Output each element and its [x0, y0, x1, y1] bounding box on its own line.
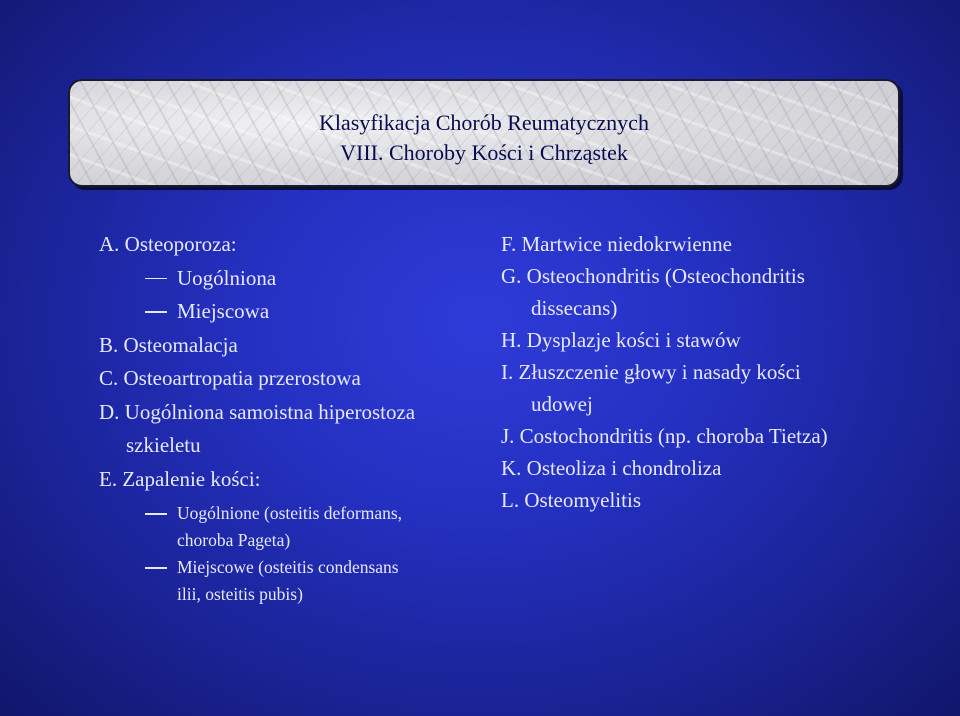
item-d-line-2: szkieletu — [126, 433, 201, 457]
title-line-2: VIII. Choroby Kości i Chrząstek — [340, 140, 628, 165]
item-e-sub-1-line-1: Uogólnione (osteitis deformans, — [177, 503, 403, 523]
item-a: A. Osteoporoza: — [99, 232, 237, 256]
title-line-1: Klasyfikacja Chorób Reumatycznych — [319, 110, 649, 135]
left-column — [99, 228, 479, 608]
item-b: B. Osteomalacja — [99, 332, 238, 357]
item-d — [99, 396, 479, 463]
item-h: H. Dysplazje kości i stawów — [501, 328, 741, 352]
item-c: C. Osteoartropatia przerostowa — [99, 366, 361, 390]
item-f: F. Martwice niedokrwienne — [501, 232, 732, 256]
item-g — [501, 260, 921, 324]
item-a-sub-2: Miejscowa — [99, 295, 479, 329]
item-l: L. Osteomyelitis — [501, 488, 641, 512]
item-e-sub-2-line-2: ilii, osteitis pubis) — [177, 584, 303, 604]
item-e-sub-2-line-1: Miejscowe (osteitis condensans — [177, 557, 399, 577]
item-e-sub-1 — [99, 500, 479, 554]
item-i — [501, 356, 921, 420]
item-j: J. Costochondritis (np. choroba Tietza) — [501, 424, 828, 448]
item-e-sub-1-line-2: choroba Pageta) — [177, 530, 291, 550]
right-column — [501, 228, 921, 516]
item-i-line-1: I. Złuszczenie głowy i nasady kości — [501, 360, 801, 384]
item-e: E. Zapalenie kości: — [99, 466, 261, 491]
item-a-sub-1: Uogólniona — [99, 262, 479, 296]
item-d-line-1: D. Uogólniona samoistna hiperostoza — [99, 399, 416, 424]
item-i-line-2: udowej — [531, 392, 593, 416]
item-e-sub-2 — [99, 554, 479, 608]
item-k: K. Osteoliza i chondroliza — [501, 456, 722, 480]
title-box — [68, 79, 900, 187]
item-g-line-1: G. Osteochondritis (Osteochondritis — [501, 264, 805, 288]
item-g-line-2: dissecans) — [531, 296, 618, 320]
